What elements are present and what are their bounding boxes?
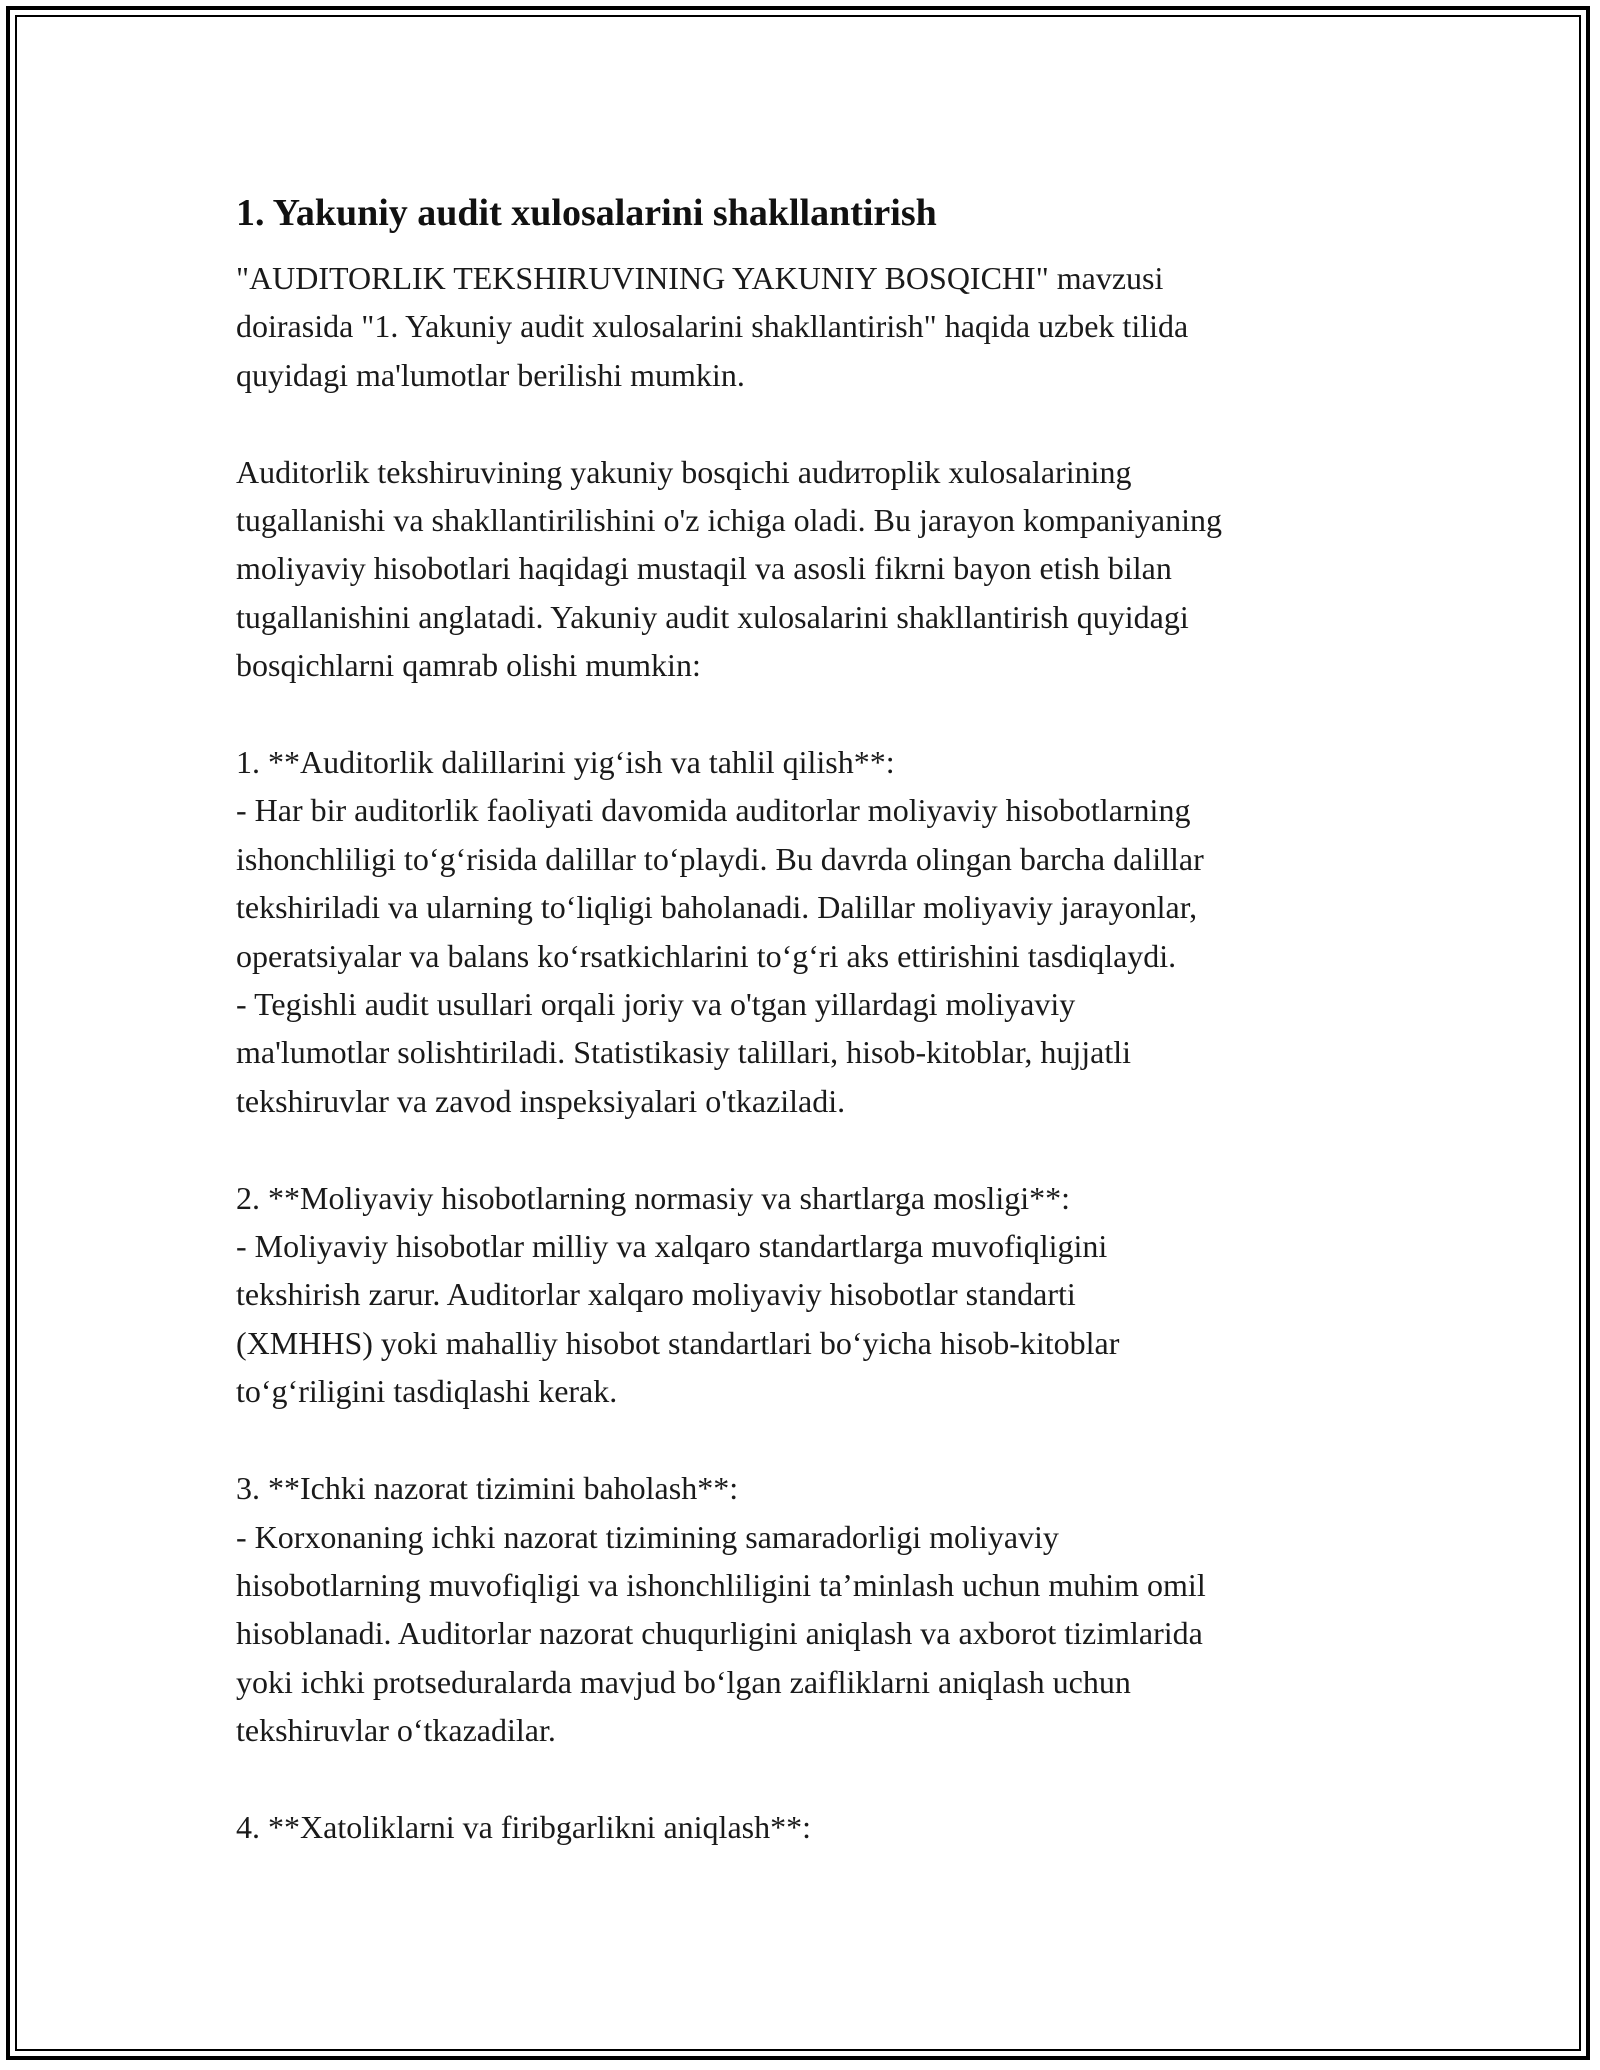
- paragraph-gap: [236, 1416, 1406, 1464]
- section-3-paragraph: 3. **Ichki nazorat tizimini baholash**: - Korxonaning ichki nazorat tizimining samaradorligi moliyaviy hisobotlarning muvofiqligi va ishonchliligini ta’minlash uchun muhim omil hisoblanadi. Auditorlar nazorat chuqurligini aniqlash va axborot tizimlarida yoki ichki protseduralarda mavjud bo‘lgan zaifliklarni aniqlash uchun tekshiruvlar o‘tkazadilar.: [236, 1470, 1206, 1749]
- section-2-paragraph: 2. **Moliyaviy hisobotlarning normasiy va shartlarga mosligi**: - Moliyaviy hisobotlar milliy va xalqaro standartlarga muvofiqligini tekshirish zarur. Auditorlar xalqaro moliyaviy hisobotlar standarti (XMHHS) yoki mahalliy hisobot standartlari bo‘yicha hisob-kitoblar to‘g‘riligini tasdiqlashi kerak.: [236, 1179, 1120, 1410]
- paragraph-gap: [236, 690, 1406, 738]
- paragraph-gap: [236, 399, 1406, 447]
- document-heading: 1. Yakuniy audit xulosalarini shakllantirish: [236, 192, 937, 234]
- paragraph-gap: [236, 1755, 1406, 1803]
- section-4-paragraph: 4. **Xatoliklarni va firibgarlikni aniqlash**:: [236, 1808, 811, 1845]
- intro-paragraph: "AUDITORLIK TEKSHIRUVINING YAKUNIY BOSQICHI" mavzusi doirasida "1. Yakuniy audit xulosalarini shakllantirish" haqida uzbek tilida quyidagi ma'lumotlar berilishi mumkin.: [236, 260, 1189, 393]
- section-1-paragraph: 1. **Auditorlik dalillarini yig‘ish va tahlil qilish**: - Har bir auditorlik faoliyati davomida auditorlar moliyaviy hisobotlarning ishonchliligi to‘g‘risida dalillar to‘playdi. Bu davrda olingan barcha dalillar tekshiriladi va ularning to‘liqligi baholanadi. Dalillar moliyaviy jarayonlar, operatsiyalar va balans ko‘rsatkichlarini to‘g‘ri aks ettirishini tasdiqlaydi. - Tegishli audit usullari orqali joriy va o'tgan yillardagi moliyaviy ma'lumotlar solishtiriladi. Statistikasiy talillari, hisob-kitoblar, hujjatli tekshiruvlar va zavod inspeksiyalari o'tkaziladi.: [236, 744, 1204, 1119]
- overview-paragraph: Auditorlik tekshiruvining yakuniy bosqichi audиторlik xulosalarining tugallanishi va shakllantirilishini o'z ichiga oladi. Bu jarayon kompaniyaning moliyaviy hisobotlari haqidagi mustaqil va asosli fikrni bayon etish bilan tugallanishini anglatadi. Yakuniy audit xulosalarini shakllantirish quyidagi bosqichlarni qamrab olishi mumkin:: [236, 453, 1223, 684]
- paragraph-gap: [236, 1125, 1406, 1173]
- document-body: [236, 186, 1406, 1851]
